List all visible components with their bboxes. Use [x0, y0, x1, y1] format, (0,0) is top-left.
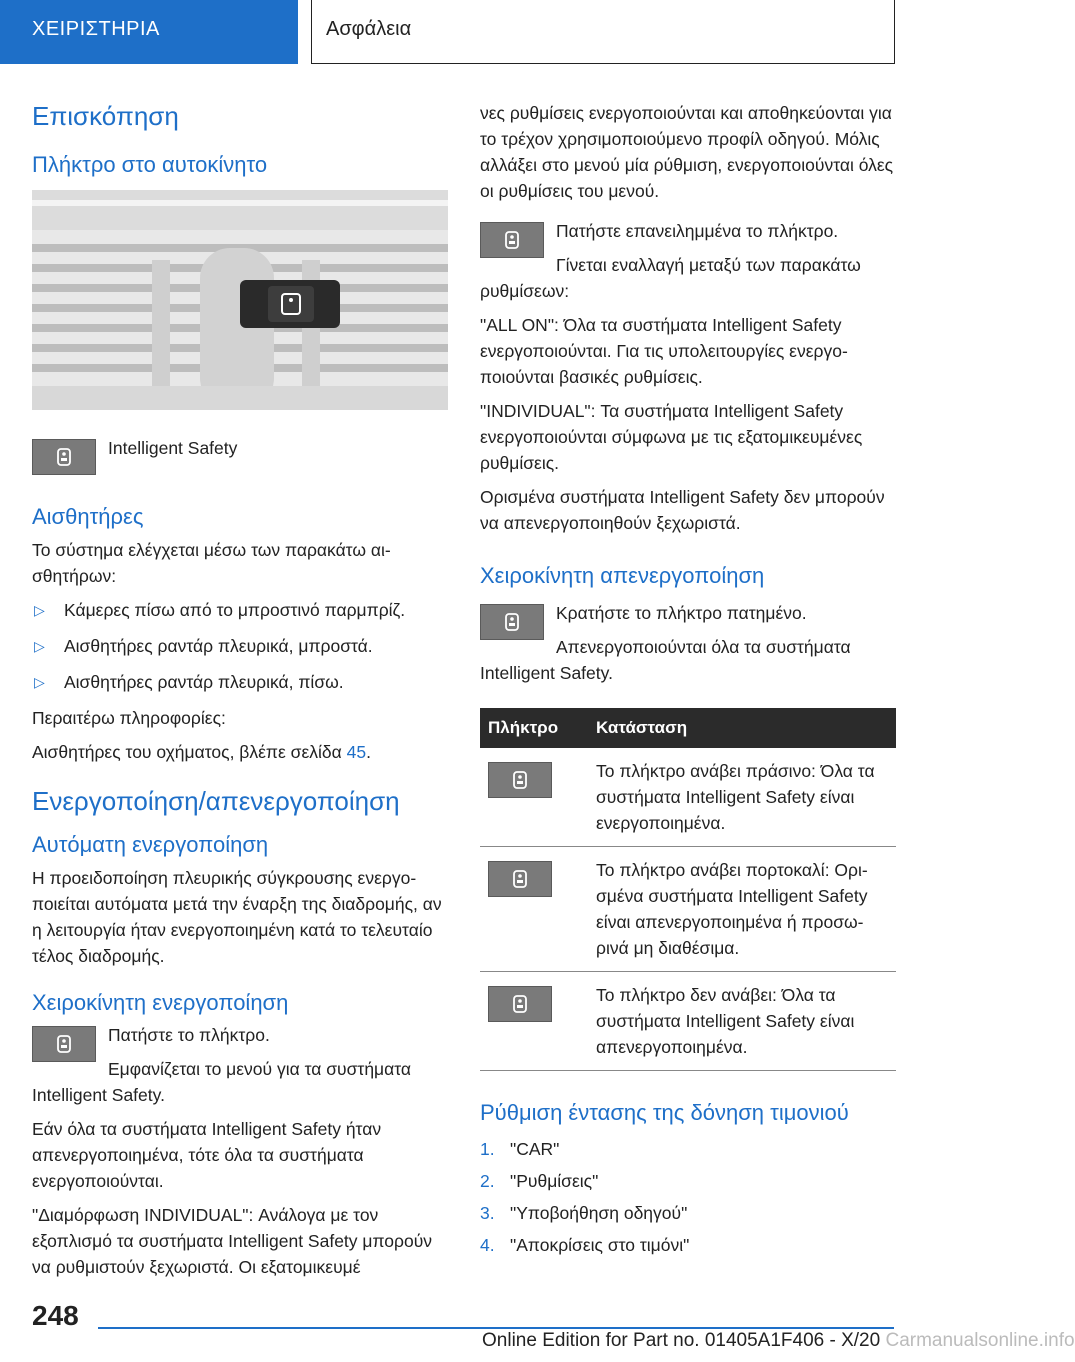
watermark-text: Carmanualsonline.info — [885, 1330, 1075, 1351]
press-button-text: Πατήστε το πλήκτρο. — [108, 1025, 270, 1045]
dashboard-vent-image — [32, 190, 448, 410]
footer-divider — [98, 1327, 894, 1329]
list-item: 3. "Υποβοήθηση οδηγού" — [480, 1203, 688, 1223]
intelligent-safety-button-icon — [480, 604, 544, 640]
status-off-text: Το πλήκτρο δεν ανάβει: Όλα τα συστήματα Intelligent Safety είναι απενεργοποιημένα. — [588, 971, 896, 1070]
sensors-heading: Αισθητήρες — [32, 504, 144, 529]
list-item: 2. "Ρυθμίσεις" — [480, 1171, 599, 1191]
intelligent-safety-button-icon — [488, 986, 552, 1022]
manual-activation-heading: Χειροκίνητη ενεργοποίηση — [32, 989, 289, 1015]
activation-title: Ενεργοποίηση/απενεργοποίηση — [32, 785, 400, 816]
repeat-press-text: Πατήστε επανειλημμένα το πλήκτρο. — [556, 221, 839, 241]
status-green-text: Το πλήκτρο ανάβει πράσινο: Όλα τα συστήματα Intelligent Safety είναι ενεργοποιημένα. — [588, 748, 896, 847]
table-header-status: Κατάσταση — [588, 708, 896, 748]
list-item: 4. "Αποκρίσεις στο τιμόνι" — [480, 1235, 690, 1255]
header-chapter-label: Ασφάλεια — [326, 18, 412, 40]
manual-deactivation-heading: Χειροκίνητη απενεργοποίηση — [480, 563, 765, 588]
header-section-tab — [0, 0, 298, 64]
manual-deactivation-step — [480, 600, 898, 686]
intelligent-safety-button-icon — [32, 439, 96, 475]
hold-button-text: Κρατήστε το πλήκτρο πατημένο. — [556, 602, 807, 623]
sensor-item: ▷ Κάμερες πίσω από το μπροστινό παρμπρίζ. — [32, 597, 450, 623]
bullet-triangle-icon: ▷ — [34, 673, 45, 690]
page-reference-link[interactable]: 45 — [346, 741, 367, 762]
sensor-item: ▷ Αισθητήρες ραντάρ πλευρικά, μπροστά. — [32, 633, 450, 659]
left-column — [32, 100, 450, 1288]
status-orange-text: Το πλήκτρο ανάβει πορτοκαλί: Ορισμένα συστήματα Intelligent Safety είναι απενεργοποιημένα ή προσωρινά μη διαθέσιμα. — [588, 846, 896, 971]
intelligent-safety-button-icon — [488, 861, 552, 897]
table-row — [480, 846, 896, 971]
some-systems-text: Ορισμένα συστήματα Intelligent Safety δεν μπορούν να απενεργοποιηθούν ξεχωριστά. — [480, 487, 885, 533]
table-row — [480, 971, 896, 1070]
overview-title: Επισκόπηση — [32, 101, 179, 131]
icon-caption-row — [32, 435, 450, 487]
intelligent-safety-button-icon — [32, 1026, 96, 1062]
header-section-label: ΧΕΙΡΙΣΤΗΡΙΑ — [32, 18, 160, 40]
auto-activation-text: Η προειδοποίηση πλευρικής σύγκρουσης ενεργοποιείται αυτόματα μετά την έναρξη της διαδρομής, αν η λειτουργία ήταν ενεργοποιημένη κατά το τελευταίο τέλος διαδρομής. — [32, 867, 442, 966]
bullet-triangle-icon: ▷ — [34, 601, 45, 618]
header-chapter-box — [311, 0, 895, 64]
manual-activation-p2: "Διαμόρφωση INDIVIDUAL": Ανάλογα με τον εξοπλισμό τα συστήματα Intelligent Safety μπορούν να ρυθμιστούν ξεχωριστά. Οι εξατομικευμέ — [32, 1205, 433, 1277]
right-column — [480, 100, 898, 1264]
continued-text: νες ρυθμίσεις ενεργοποιούνται και αποθηκεύονται για το τρέχον χρησιμοποιούμενο προφίλ οδηγού. Μόλις αλλάξει στο μενού μία ρύθμιση, ενεργοποιούνται όλες οι ρυθμίσεις του μενού. — [480, 103, 894, 201]
icon-caption-text: Intelligent Safety — [108, 438, 238, 458]
table-header-row — [480, 708, 896, 748]
page-number: 248 — [32, 1300, 79, 1331]
bullet-triangle-icon: ▷ — [34, 637, 45, 654]
manual-activation-p1: Εάν όλα τα συστήματα Intelligent Safety ήταν απενεργοποιημένα, τότε όλα τα συστήματα ενεργοποιούνται. — [32, 1119, 382, 1191]
menu-appears-text: Εμφανίζεται το μενού για τα συστήματα Intelligent Safety. — [32, 1059, 412, 1105]
button-in-car-heading: Πλήκτρο στο αυτοκίνητο — [32, 151, 268, 177]
toggle-settings-text: Γίνεται εναλλαγή μεταξύ των παρακάτω ρυθμίσεων: — [480, 255, 861, 301]
individual-text: "INDIVIDUAL": Τα συστήματα Intelligent Safety ενεργοποιούνται σύμφωνα με τις εξατομικευμένες ρυθμίσεις. — [480, 401, 863, 473]
auto-activation-heading: Αυτόματη ενεργοποίηση — [32, 832, 269, 857]
table-row — [480, 748, 896, 847]
intelligent-safety-button-icon — [480, 222, 544, 258]
all-on-text: "ALL ON": Όλα τα συστήματα Intelligent Safety ενεργοποιούνται. Για τις υπολειτουργίες ενεργοποιούνται βασικές ρυθμίσεις. — [480, 315, 848, 387]
sensor-item: ▷ Αισθητήρες ραντάρ πλευρικά, πίσω. — [32, 669, 450, 695]
sensors-reference: Αισθητήρες του οχήματος, βλέπε σελίδα 45. — [32, 741, 371, 762]
intelligent-safety-button-icon — [488, 762, 552, 798]
footer-edition: Online Edition for Part no. 01405A1F406 - X/20 Carmanualsonline.info — [482, 1330, 1075, 1351]
vibration-heading: Ρύθμιση έντασης της δόνηση τιμονιού — [480, 1099, 849, 1125]
manual-activation-step — [32, 1022, 450, 1108]
sensors-intro: Το σύστημα ελέγχεται μέσω των παρακάτω αισθητήρων: — [32, 539, 391, 586]
button-status-table — [480, 708, 896, 1071]
deactivate-all-text: Απενεργοποιούνται όλα τα συστήματα Intelligent Safety. — [480, 636, 851, 683]
table-header-button: Πλήκτρο — [480, 708, 588, 748]
list-item: 1. "CAR" — [480, 1139, 560, 1159]
repeat-press-step — [480, 218, 898, 304]
more-info-label: Περαιτέρω πληροφορίες: — [32, 707, 226, 728]
